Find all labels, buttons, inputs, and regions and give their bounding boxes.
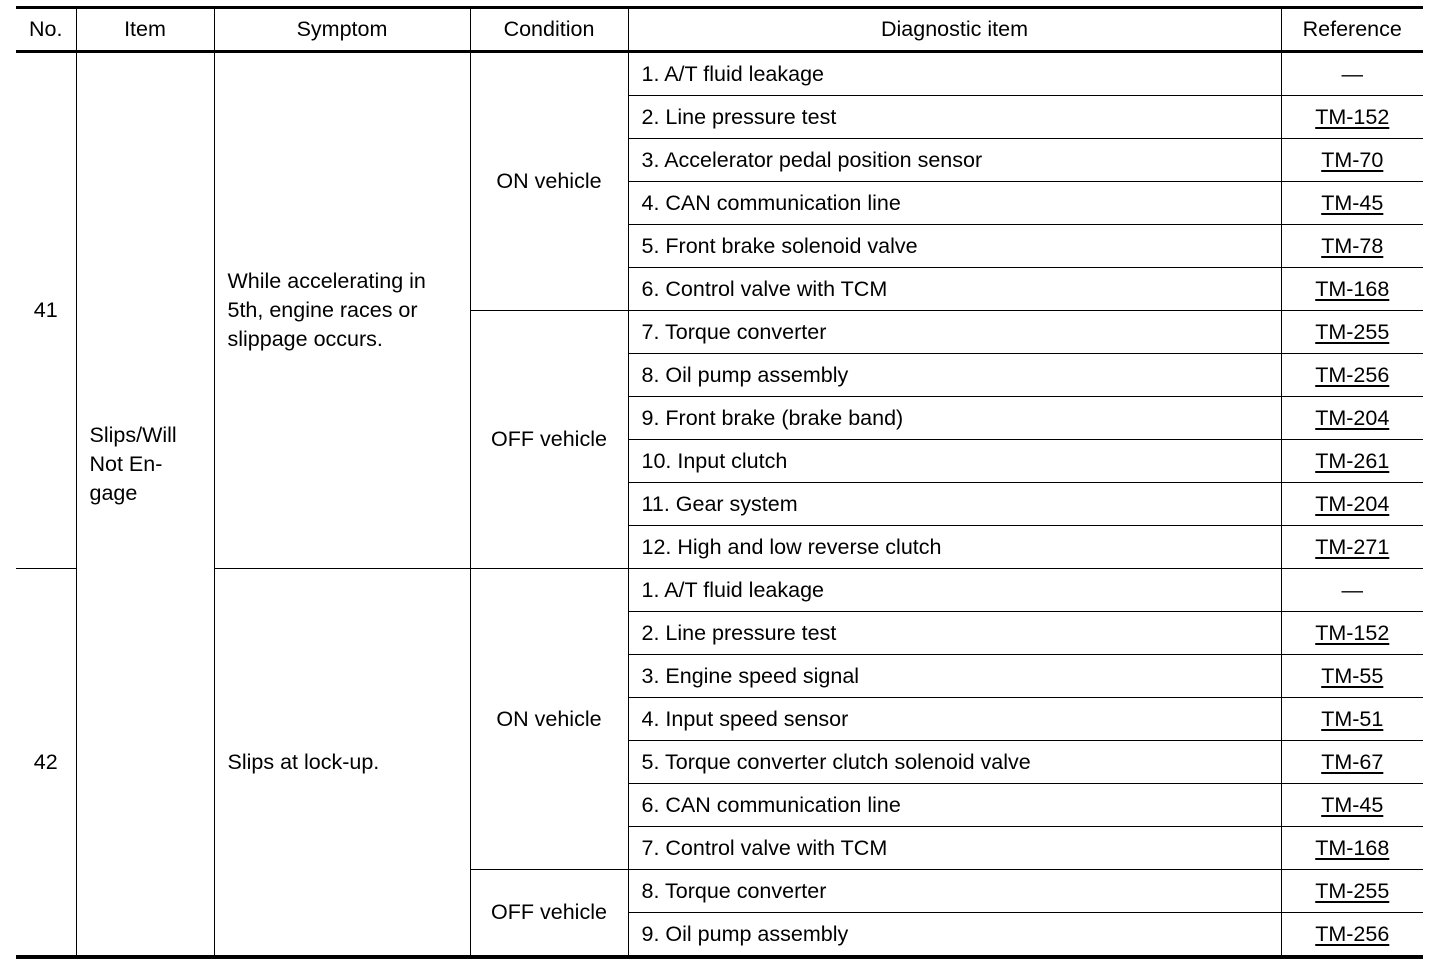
- diagnostic-item: 9. Oil pump assembly: [628, 913, 1281, 958]
- reference-cell: [1281, 182, 1423, 225]
- reference-cell: [1281, 311, 1423, 354]
- reference-link[interactable]: TM-261: [1315, 448, 1390, 473]
- diagnostic-item: 1. A/T fluid leakage: [628, 569, 1281, 612]
- diagnostic-item: 8. Oil pump assembly: [628, 354, 1281, 397]
- reference-cell: [1281, 569, 1423, 612]
- row-number: 42: [16, 569, 76, 958]
- reference-link[interactable]: TM-45: [1321, 190, 1384, 215]
- reference-cell: [1281, 698, 1423, 741]
- reference-cell: [1281, 655, 1423, 698]
- reference-cell: [1281, 483, 1423, 526]
- reference-cell: [1281, 870, 1423, 913]
- reference-link[interactable]: TM-256: [1315, 362, 1390, 387]
- reference-link[interactable]: TM-78: [1321, 233, 1384, 258]
- reference-none: —: [1341, 577, 1363, 602]
- symptom-line: slippage occurs.: [227, 327, 383, 351]
- reference-cell: [1281, 741, 1423, 784]
- item-label-line: Slips/Will: [89, 423, 177, 447]
- reference-link[interactable]: TM-204: [1315, 491, 1390, 516]
- symptom-cell: [214, 569, 470, 958]
- condition-cell: ON vehicle: [470, 569, 628, 870]
- item-cell: [76, 52, 214, 958]
- reference-cell: [1281, 268, 1423, 311]
- row-number: 41: [16, 52, 76, 569]
- reference-link[interactable]: TM-256: [1315, 921, 1390, 946]
- header-row: [16, 8, 1423, 52]
- reference-cell: [1281, 913, 1423, 958]
- reference-cell: [1281, 96, 1423, 139]
- diagnostic-item: 7. Control valve with TCM: [628, 827, 1281, 870]
- reference-none: —: [1341, 61, 1363, 86]
- reference-cell: [1281, 784, 1423, 827]
- reference-link[interactable]: TM-168: [1315, 835, 1390, 860]
- diagnostic-item: 4. Input speed sensor: [628, 698, 1281, 741]
- item-label-line: Not En-: [89, 452, 163, 476]
- reference-link[interactable]: TM-51: [1321, 706, 1384, 731]
- reference-cell: [1281, 526, 1423, 569]
- diagnostic-item: 11. Gear system: [628, 483, 1281, 526]
- diagnostic-table: [16, 6, 1423, 959]
- reference-cell: [1281, 440, 1423, 483]
- symptom-cell: [214, 52, 470, 569]
- reference-cell: [1281, 52, 1423, 96]
- diagnostic-item: 2. Line pressure test: [628, 612, 1281, 655]
- reference-cell: [1281, 139, 1423, 182]
- diagnostic-item: 5. Front brake solenoid valve: [628, 225, 1281, 268]
- table-body: [16, 52, 1423, 958]
- diagnostic-item: 12. High and low reverse clutch: [628, 526, 1281, 569]
- reference-link[interactable]: TM-255: [1315, 319, 1390, 344]
- reference-link[interactable]: TM-255: [1315, 878, 1390, 903]
- header-condition: Condition: [470, 8, 628, 52]
- diagnostic-item: 2. Line pressure test: [628, 96, 1281, 139]
- reference-link[interactable]: TM-168: [1315, 276, 1390, 301]
- diagnostic-item: 4. CAN communication line: [628, 182, 1281, 225]
- reference-link[interactable]: TM-152: [1315, 620, 1390, 645]
- diagnostic-item: 5. Torque converter clutch solenoid valve: [628, 741, 1281, 784]
- header-diagnostic-item: Diagnostic item: [628, 8, 1281, 52]
- reference-link[interactable]: TM-67: [1321, 749, 1384, 774]
- diagnostic-item: 9. Front brake (brake band): [628, 397, 1281, 440]
- diagnostic-item: 8. Torque converter: [628, 870, 1281, 913]
- reference-link[interactable]: TM-55: [1321, 663, 1384, 688]
- reference-cell: [1281, 354, 1423, 397]
- table-row: [16, 569, 1423, 612]
- diagnostic-item: 3. Engine speed signal: [628, 655, 1281, 698]
- diagnostic-item: 10. Input clutch: [628, 440, 1281, 483]
- condition-cell: OFF vehicle: [470, 870, 628, 958]
- reference-cell: [1281, 827, 1423, 870]
- diagnostic-item: 3. Accelerator pedal position sensor: [628, 139, 1281, 182]
- diagnostic-item: 7. Torque converter: [628, 311, 1281, 354]
- reference-link[interactable]: TM-204: [1315, 405, 1390, 430]
- condition-cell: OFF vehicle: [470, 311, 628, 569]
- reference-link[interactable]: TM-70: [1321, 147, 1384, 172]
- symptom-line: 5th, engine races or: [227, 298, 418, 322]
- diagnostic-item: 6. CAN communication line: [628, 784, 1281, 827]
- reference-link[interactable]: TM-152: [1315, 104, 1390, 129]
- symptom-line: While accelerating in: [227, 269, 426, 293]
- reference-cell: [1281, 397, 1423, 440]
- condition-cell: ON vehicle: [470, 52, 628, 311]
- reference-link[interactable]: TM-271: [1315, 534, 1390, 559]
- header-item: Item: [76, 8, 214, 52]
- diagnostic-item: 6. Control valve with TCM: [628, 268, 1281, 311]
- header-symptom: Symptom: [214, 8, 470, 52]
- diagnostic-item: 1. A/T fluid leakage: [628, 52, 1281, 96]
- header-no: No.: [16, 8, 76, 52]
- table-row: [16, 52, 1423, 96]
- reference-cell: [1281, 612, 1423, 655]
- reference-cell: [1281, 225, 1423, 268]
- item-label-line: gage: [89, 481, 138, 505]
- reference-link[interactable]: TM-45: [1321, 792, 1384, 817]
- symptom-line: Slips at lock-up.: [227, 749, 380, 774]
- header-reference: Reference: [1281, 8, 1423, 52]
